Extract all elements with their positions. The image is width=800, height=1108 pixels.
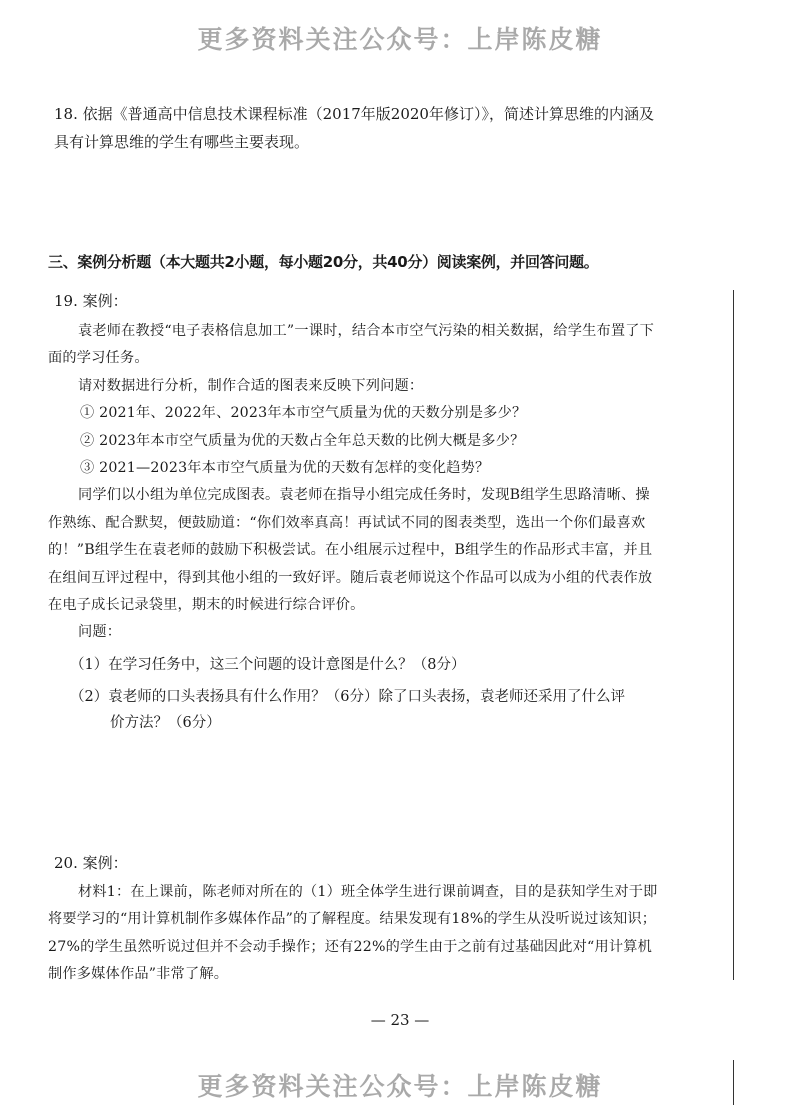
- q19-paragraph-3: 同学们以小组为单位完成图表。袁老师在指导小组完成任务时，发现B组学生思路清晰、操作熟练、配合默契，便鼓励道：“你们效率真高！再试试不同的图表类型，选出一个你们最喜欢的！”B组学生在袁老师的鼓励下积极尝试。在小组展示过程中，B组学生的作品形式丰富，并且在组间互评过程中，得到其他小组的一致好评。随后袁老师说这个作品可以成为小组的代表作放在电子成长记录袋里，期末的时候进行综合评价。: [48, 487, 653, 614]
- watermark-bottom: 更多资料关注公众号：上岸陈皮糖: [197, 1072, 603, 1101]
- page-number: — 23 —: [370, 1011, 430, 1029]
- question-18: 18. 依据《普通高中信息技术课程标准（2017年版2020年修订）》，简述计算思维的内涵及具有计算思维的学生有哪些主要表现。: [54, 105, 654, 151]
- q19-task-3: ③ 2021—2023年本市空气质量为优的天数有怎样的变化趋势？: [80, 460, 490, 477]
- margin-line: [733, 290, 734, 980]
- q19-paragraph-1: 袁老师在教授“电子表格信息加工”一课时，结合本市空气污染的相关数据，给学生布置了下面的学习任务。: [48, 323, 655, 367]
- question-20-heading: 20. 案例：: [54, 854, 128, 872]
- q19-sub-question-1: （1）在学习任务中，这三个问题的设计意图是什么？（8分）: [70, 657, 466, 673]
- q19-paragraph-2: 请对数据进行分析，制作合适的图表来反映下列问题：: [78, 377, 424, 394]
- q19-sub-question-2-line-1: （2）袁老师的口头表扬具有什么作用？（6分）除了口头表扬，袁老师还采用了什么评: [70, 689, 625, 705]
- q19-sub-question-2-line-2: 价方法？（6分）: [110, 715, 221, 731]
- question-19-case: [48, 318, 660, 647]
- watermark-top: 更多资料关注公众号：上岸陈皮糖: [197, 25, 603, 54]
- q19-task-2: ② 2023年本市空气质量为优的天数占全年总天数的比例大概是多少？: [80, 432, 525, 449]
- q19-task-1: ① 2021年、2022年、2023年本市空气质量为优的天数分别是多少？: [80, 405, 527, 422]
- section-3-heading: 三、案例分析题（本大题共2小题，每小题20分，共40分）阅读案例，并回答问题。: [48, 253, 599, 271]
- q20-material-1: 材料1：在上课前，陈老师对所在的（1）班全体学生进行课前调查，目的是获知学生对于即将要学习的“用计算机制作多媒体作品”的了解程度。结果发现有18%的学生从没听说过该知识；27%的学生虽然听说过但并不会动手操作；还有22%的学生由于之前有过基础因此对“用计算机制作多媒体作品”非常了解。: [48, 884, 658, 983]
- question-19-heading: 19. 案例：: [54, 292, 128, 310]
- q19-sub-questions: [70, 652, 670, 736]
- q19-questions-label: 问题：: [78, 624, 122, 641]
- question-20-case: [48, 879, 660, 989]
